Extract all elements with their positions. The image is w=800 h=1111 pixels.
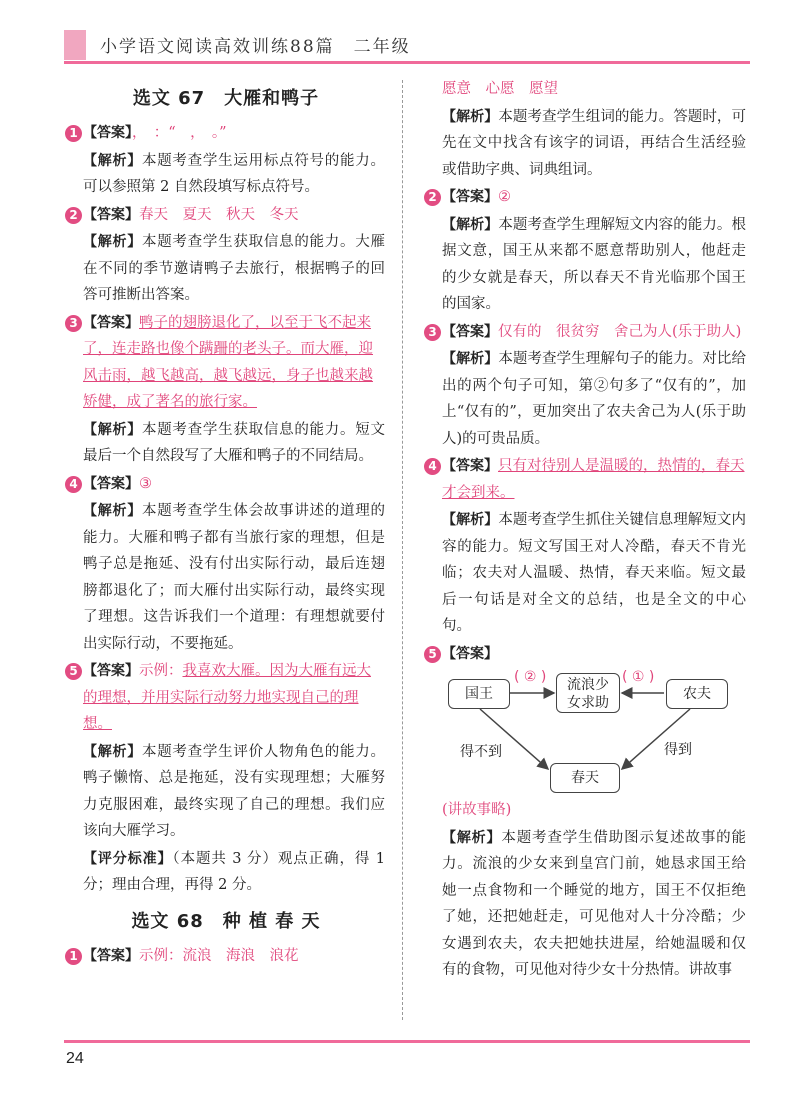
node-girl-line1: 流浪少 xyxy=(567,677,609,693)
analysis-text: 本题考查学生体会故事讲述的道理的能力。大雁和鸭子都有当旅行家的理想，但是鸭子总是拖延、没有付出实际行动，最后连翅膀都退化了；而大雁付出实际行动，最终实现了理想。这告诉我们一个道理：有理想就要付出实际行动，不要拖延。 xyxy=(83,503,386,652)
node-farmer: 农夫 xyxy=(666,679,728,709)
node-girl xyxy=(556,673,620,713)
analysis-4 xyxy=(83,498,385,657)
analysis-68-1 xyxy=(442,104,746,184)
answer-text: 示例：流浪 海浪 浪花 xyxy=(139,947,299,964)
column-divider xyxy=(402,80,403,1020)
analysis-68-2 xyxy=(442,212,746,318)
scoring-text: （本题共 3 分）观点正确，得 1 分；理由合理，再得 2 分。 xyxy=(83,850,385,893)
book-title: 小学语文阅读高效训练88篇 二年级 xyxy=(100,37,411,57)
answer-item-68-1 xyxy=(67,943,385,970)
scoring-criteria xyxy=(83,846,385,899)
node-spring: 春天 xyxy=(550,763,620,793)
question-number-badge: 3 xyxy=(424,324,441,341)
answer-continued: 愿意 心愿 愿望 xyxy=(442,81,558,97)
analysis-label: 【解析】 xyxy=(442,512,499,528)
answer-item-5 xyxy=(67,658,385,738)
header-rule xyxy=(64,61,750,64)
answer-label: 【答案】 xyxy=(442,189,498,205)
analysis-5 xyxy=(83,739,385,845)
analysis-label: 【解析】 xyxy=(83,152,142,169)
answer-item-4 xyxy=(67,471,385,498)
analysis-3 xyxy=(83,417,385,470)
left-column xyxy=(67,78,385,970)
analysis-text: 本题考查学生理解短文内容的能力。根据文意，国王从来都不愿意帮助别人，他赶走的少女就是春天，所以春天不肯光临那个国王的国家。 xyxy=(442,216,747,312)
analysis-label: 【解析】 xyxy=(442,216,499,233)
tell-story-note: (讲故事略) xyxy=(442,802,512,818)
answer-prefix: 示例： xyxy=(139,663,183,679)
answer-item-68-4 xyxy=(426,453,746,506)
page-header xyxy=(64,24,750,62)
label-not-get: 得不到 xyxy=(460,744,502,760)
answer-item-68-3 xyxy=(426,319,746,346)
question-number-badge: 4 xyxy=(424,458,441,475)
blank-1-label: ( ① ) xyxy=(622,669,655,685)
answer-text: 只有对待别人是温暖的，热情的，春天才会到来。 xyxy=(442,458,745,501)
section-title-67: 选文 67 大雁和鸭子 xyxy=(132,88,320,109)
answer-text: 春天 夏天 秋天 冬天 xyxy=(139,206,299,223)
question-number-badge: 1 xyxy=(65,125,82,142)
question-number-badge: 2 xyxy=(424,189,441,206)
label-get: 得到 xyxy=(664,742,692,758)
answer-text: 仅有的 很贫穷 舍己为人(乐于助人) xyxy=(498,323,742,340)
answer-text: 鸭子的翅膀退化了，以至于飞不起来了，连走路也像个蹒跚的老头子。而大雁，迎风击雨，越飞越高，越飞越远，身子也越来越矫健，成了著名的旅行家。 xyxy=(83,314,373,410)
question-number-badge: 4 xyxy=(65,476,82,493)
answer-text: ， ：“ ， 。” xyxy=(132,125,227,141)
analysis-label: 【解析】 xyxy=(83,743,142,760)
blank-2-label: ( ② ) xyxy=(514,669,547,685)
section-title-68: 选文 68 种 植 春 天 xyxy=(131,910,321,932)
answer-item-68-2 xyxy=(426,184,746,211)
analysis-68-4 xyxy=(442,507,746,640)
answer-label: 【答案】 xyxy=(442,458,498,474)
answer-label: 【答案】 xyxy=(442,645,498,662)
answer-item-1 xyxy=(67,120,385,147)
scoring-label: 【评分标准】 xyxy=(83,850,173,867)
story-flow-diagram xyxy=(440,669,746,793)
analysis-text: 本题考查学生运用标点符号的能力。可以参照第 2 自然段填写标点符号。 xyxy=(83,152,386,195)
answer-item-2 xyxy=(67,202,385,229)
node-girl-line2: 女求助 xyxy=(567,695,609,711)
answer-label: 【答案】 xyxy=(83,314,139,331)
analysis-text: 本题考查学生获取信息的能力。大雁在不同的季节邀请鸭子去旅行，根据鸭子的回答可推断出答案。 xyxy=(83,234,386,303)
answer-label: 【答案】 xyxy=(83,947,139,964)
page-number: 24 xyxy=(66,1050,84,1067)
right-column xyxy=(426,78,746,985)
answer-text: ③ xyxy=(139,475,152,492)
answer-label: 【答案】 xyxy=(83,475,139,492)
footer-rule xyxy=(64,1040,750,1043)
analysis-text: 本题考查学生获取信息的能力。短文最后一个自然段写了大雁和鸭子的不同结局。 xyxy=(83,421,386,464)
analysis-68-5 xyxy=(442,825,746,984)
answer-label: 【答案】 xyxy=(83,125,132,141)
answer-label: 【答案】 xyxy=(83,206,139,223)
analysis-text: 本题考查学生抓住关键信息理解短文内容的能力。短文写国王对人冷酷，春天不肯光临；农夫对人温暖、热情，春天来临。短文最后一句话是对全文的总结，也是全文的中心句。 xyxy=(442,512,747,634)
node-king: 国王 xyxy=(448,679,510,709)
answer-item-68-5 xyxy=(426,641,746,668)
analysis-label: 【解析】 xyxy=(83,421,142,438)
question-number-badge: 5 xyxy=(424,646,441,663)
answer-label: 【答案】 xyxy=(83,663,139,679)
analysis-label: 【解析】 xyxy=(83,503,142,519)
header-tab-decoration xyxy=(64,30,86,60)
analysis-label: 【解析】 xyxy=(442,351,499,367)
analysis-text: 本题考查学生借助图示复述故事的能力。流浪的少女来到皇宫门前，她恳求国王给她一点食物和一个睡觉的地方，国王不仅拒绝了她，还把她赶走，可见他对人十分冷酷；少女遇到农夫，农夫把她扶进屋，给她温暖和仅有的食物，可见他对待少女十分热情。讲故事 xyxy=(442,829,747,978)
question-number-badge: 5 xyxy=(65,663,82,680)
analysis-text: 本题考查学生评价人物角色的能力。鸭子懒惰、总是拖延，没有实现理想；大雁努力克服困难，最终实现了自己的理想。我们应该向大雁学习。 xyxy=(83,743,386,839)
analysis-text: 本题考查学生理解句子的能力。对比给出的两个句子可知，第②句多了“仅有的”，加上“仅有的”，更加突出了农夫舍己为人(乐于助人)的可贵品质。 xyxy=(442,351,747,447)
question-number-badge: 1 xyxy=(65,948,82,965)
question-number-badge: 2 xyxy=(65,207,82,224)
analysis-text: 本题考查学生组词的能力。答题时，可先在文中找含有该字的词语，再结合生活经验或借助字典、词典组词。 xyxy=(442,108,747,178)
answer-item-3 xyxy=(67,310,385,416)
question-number-badge: 3 xyxy=(65,315,82,332)
analysis-68-3 xyxy=(442,346,746,452)
analysis-label: 【解析】 xyxy=(83,234,142,250)
answer-label: 【答案】 xyxy=(442,323,498,340)
answer-text: ② xyxy=(498,189,511,205)
analysis-label: 【解析】 xyxy=(442,108,499,125)
analysis-label: 【解析】 xyxy=(442,829,502,846)
analysis-1 xyxy=(83,148,385,201)
answer-text: 我喜欢大雁。因为大雁有远大的理想，并用实际行动努力地实现自己的理想。 xyxy=(83,663,371,732)
analysis-2 xyxy=(83,229,385,309)
